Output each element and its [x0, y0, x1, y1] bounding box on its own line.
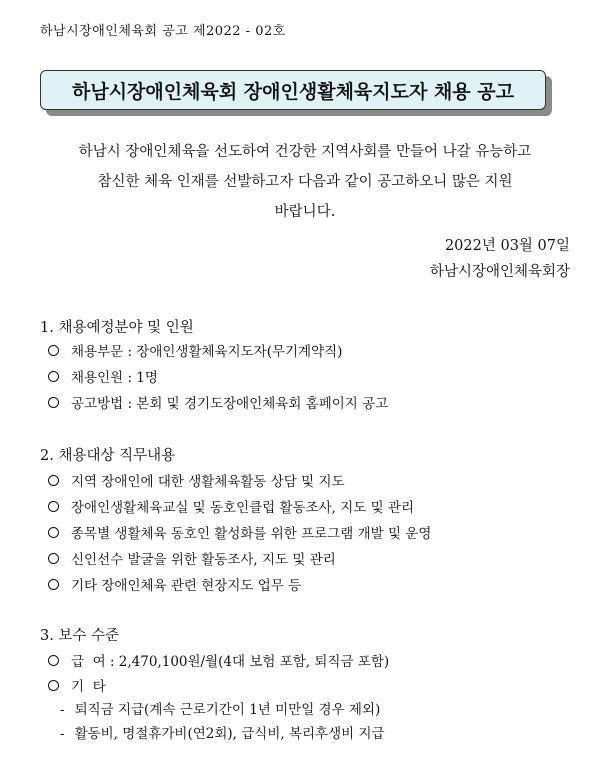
- issuer: 하남시장애인체육회장: [429, 264, 570, 280]
- list-item-text: 채용부문 : 장애인생활체육지도자(무기계약직): [71, 344, 343, 360]
- circle-bullet-icon: [48, 655, 59, 666]
- list-item-text: 공고방법 : 본회 및 경기도장애인체육회 홈페이지 공고: [71, 396, 389, 412]
- circle-bullet-icon: [48, 345, 59, 356]
- list-item: [48, 470, 345, 490]
- intro-line-3: 바랍니다.: [274, 204, 336, 220]
- circle-bullet-icon: [48, 680, 59, 691]
- list-item: [48, 548, 336, 568]
- circle-bullet-icon: [48, 501, 59, 512]
- list-item: [48, 496, 414, 516]
- section-heading-1: 1. 채용예정분야 및 인원: [40, 320, 194, 336]
- sub-list-item: [60, 698, 380, 718]
- list-item: [48, 650, 389, 670]
- list-item-text: 신인선수 발굴을 위한 활동조사, 지도 및 관리: [71, 552, 336, 568]
- circle-bullet-icon: [48, 553, 59, 564]
- list-item: [48, 675, 106, 695]
- sub-list-item-text: 퇴직금 지급(계속 근로기간이 1년 미만일 경우 제외): [74, 702, 381, 718]
- circle-bullet-icon: [48, 371, 59, 382]
- circle-bullet-icon: [48, 475, 59, 486]
- list-item: [48, 340, 342, 360]
- dash-bullet-icon: -: [60, 726, 65, 742]
- sub-list-item-text: 활동비, 명절휴가비(연2회), 급식비, 복리후생비 지급: [74, 726, 385, 742]
- section-heading-2: 2. 채용대상 직무내용: [40, 448, 176, 464]
- list-item: [48, 366, 158, 386]
- list-item: [48, 574, 301, 594]
- list-item-text: 장애인생활체육교실 및 동호인클럽 활동조사, 지도 및 관리: [71, 500, 415, 516]
- intro-line-2: 참신한 체육 인재를 선발하고자 다음과 같이 공고하오니 많은 지원: [97, 174, 513, 190]
- list-item-text: 채용인원 : 1명: [71, 370, 158, 386]
- list-item-text: 급 여 : 2,470,100원/월(4대 보험 포함, 퇴직금 포함): [71, 654, 390, 670]
- list-item-text: 지역 장애인에 대한 생활체육활동 상담 및 지도: [71, 474, 345, 490]
- sub-list-item: [60, 722, 385, 742]
- circle-bullet-icon: [48, 579, 59, 590]
- notice-date: 2022년 03월 07일: [444, 238, 570, 254]
- section-heading-3: 3. 보수 수준: [40, 628, 120, 644]
- dash-bullet-icon: -: [60, 702, 65, 718]
- list-item-text: 종목별 생활체육 동호인 활성화를 위한 프로그램 개발 및 운영: [71, 526, 432, 542]
- list-item: [48, 522, 431, 542]
- list-item-text: 기타 장애인체육 관련 현장지도 업무 등: [71, 578, 302, 594]
- list-item-text: 기 타: [71, 679, 106, 695]
- document-title: 하남시장애인체육회 장애인생활체육지도자 채용 공고: [40, 70, 546, 110]
- circle-bullet-icon: [48, 527, 59, 538]
- list-item: [48, 392, 388, 412]
- intro-line-1: 하남시 장애인체육을 선도하여 건강한 지역사회를 만들어 나갈 유능하고: [78, 144, 532, 160]
- circle-bullet-icon: [48, 397, 59, 408]
- notice-number: 하남시장애인체육회 공고 제2022 - 02호: [40, 24, 286, 39]
